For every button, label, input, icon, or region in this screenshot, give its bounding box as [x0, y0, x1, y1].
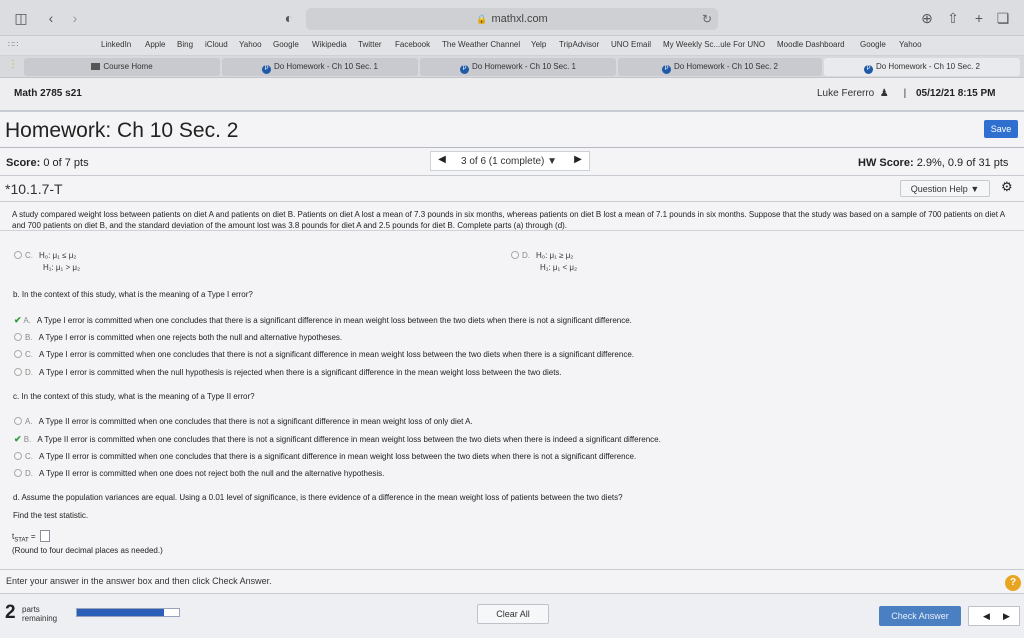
radio-button[interactable] [14, 333, 22, 341]
pearson-icon: P [460, 65, 469, 74]
course-title: Math 2785 s21 [14, 88, 82, 99]
radio-button[interactable] [14, 350, 22, 358]
question-pager [430, 151, 590, 171]
favorite-link[interactable]: iCloud [205, 40, 228, 49]
favorite-link[interactable]: Wikipedia [312, 40, 347, 49]
page [0, 78, 1024, 638]
help-icon[interactable]: ? [1005, 575, 1021, 591]
pearson-icon: P [864, 65, 873, 74]
new-tab-icon[interactable]: + [974, 10, 984, 26]
privacy-icon[interactable]: ◐ [284, 10, 294, 26]
part-c-option-a[interactable]: A. A Type II error is committed when one concludes that there is not a significant difference in mean weight loss of only diet A. [14, 417, 473, 426]
dropdown-icon: ▼ [547, 156, 558, 167]
download-icon[interactable]: ⊕ [921, 10, 933, 26]
tab-course-home[interactable]: Course Home [24, 58, 220, 76]
radio-button[interactable] [14, 251, 22, 259]
hypothesis-option-d[interactable]: D. H₀: μ₁ ≥ μ₂ H₁: μ₁ < μ₂ [511, 250, 577, 274]
favorite-link[interactable]: LinkedIn [101, 40, 132, 49]
question-id: *10.1.7-T [5, 181, 63, 197]
part-c-option-d[interactable]: D. A Type II error is committed when one does not reject both the null and the alternative hypothesis. [14, 469, 384, 478]
progress-bar [76, 608, 180, 617]
previous-question-icon[interactable]: ◀ [438, 154, 446, 165]
save-button[interactable]: Save [984, 120, 1018, 138]
parts-count: 2 [5, 602, 16, 623]
part-d-question: d. Assume the population variances are equal. Using a 0.01 level of significance, is there evidence of a difference in the mean weight loss of patients between the two diets? [13, 493, 623, 502]
favorite-link[interactable]: Yahoo [899, 40, 922, 49]
favorite-link[interactable]: Bing [177, 40, 194, 49]
more-icon[interactable]: ⋮ [8, 59, 18, 70]
gear-icon[interactable]: ⚙ [1001, 179, 1013, 194]
pearson-icon: P [662, 65, 671, 74]
lock-icon: 🔒 [476, 14, 488, 24]
question-select[interactable]: 3 of 6 (1 complete) ▼ [461, 156, 558, 167]
score: Score: 0 of 7 pts [6, 157, 89, 169]
part-b-option-d[interactable]: D. A Type I error is committed when the null hypothesis is rejected when there is a significant difference in the mean weight loss between the two diets. [14, 368, 562, 377]
radio-button[interactable] [511, 251, 519, 259]
favorite-link[interactable]: Google [273, 40, 299, 49]
tab-homework[interactable]: P Do Homework - Ch 10 Sec. 1 [222, 58, 418, 76]
next-question-icon[interactable]: ▶ [574, 154, 582, 165]
page-title: Homework: Ch 10 Sec. 2 [5, 119, 239, 142]
favorite-link[interactable]: Moodle Dashboard [777, 40, 845, 49]
favorite-link[interactable]: My Weekly Sc...ule For UNO [663, 40, 766, 49]
hw-score: HW Score: 2.9%, 0.9 of 31 pts [858, 157, 1009, 169]
favorite-link[interactable]: Yelp [531, 40, 547, 49]
part-d-instruction: Find the test statistic. [13, 511, 89, 520]
favorite-link[interactable]: UNO Email [611, 40, 652, 49]
part-b-option-b[interactable]: B. A Type I error is committed when one rejects both the null and alternative hypotheses. [14, 333, 342, 342]
part-c-option-b[interactable]: ✔ B. A Type II error is committed when one concludes that there is not a significant difference in mean weight loss between the two diets when there is indeed a significant difference. [14, 434, 661, 444]
question-id-row [0, 176, 1024, 202]
next-icon[interactable]: ▶ [1003, 611, 1010, 621]
part-b-question: b. In the context of this study, what is the meaning of a Type I error? [13, 290, 253, 299]
tstat-answer: $t_{STAT}$ = [12, 530, 50, 544]
parts-label: parts remaining [22, 605, 58, 623]
hypothesis-option-c[interactable]: C. H₀: μ₁ ≤ μ₂ H₁: μ₁ > μ₂ [14, 250, 80, 274]
favorites-bar [0, 36, 1024, 56]
pearson-icon: P [262, 65, 271, 74]
favorite-link[interactable]: Yahoo [239, 40, 262, 49]
tabs-overview-icon[interactable]: ❏ [996, 10, 1010, 26]
share-icon[interactable]: ⇧ [947, 10, 959, 26]
instruction-text: Enter your answer in the answer box and then click Check Answer. [6, 576, 272, 586]
score-row [0, 148, 1024, 176]
homework-header [0, 114, 1024, 148]
favorite-link[interactable]: Twitter [358, 40, 382, 49]
progress-fill [77, 609, 164, 616]
part-b-option-a[interactable]: ✔ A. A Type I error is committed when one concludes that there is a significant difference in mean weight loss between the two diets when there is not a significant difference. [14, 315, 632, 325]
course-bar [0, 78, 1024, 112]
course-home-icon [91, 63, 100, 70]
previous-icon[interactable]: ◀ [983, 611, 990, 621]
checkmark-icon: ✔ [14, 434, 22, 444]
grid-icon[interactable]: ∷∷ [8, 40, 19, 49]
tab-homework[interactable]: P Do Homework - Ch 10 Sec. 1 [420, 58, 616, 76]
question-nav [968, 606, 1020, 626]
favorite-link[interactable]: TripAdvisor [559, 40, 600, 49]
radio-button[interactable] [14, 417, 22, 425]
tab-bar [0, 56, 1024, 78]
divider [0, 569, 1024, 570]
favorite-link[interactable]: Apple [145, 40, 166, 49]
problem-statement: A study compared weight loss between patients on diet A and patients on diet B. Patients on diet A lost a mean of 7.3 pounds in six months, whereas patients on diet B lost a mean of 7.1 pounds in six months. Suppose that the study was based on a sample of 700 patients on diet A and 700 patients on diet B, and the standard deviation of the amount lost was 3.8 pounds for diet A and 2.5 pounds for diet B. Complete parts (a) through (d). [12, 210, 1005, 230]
url-text: mathxl.com [491, 13, 548, 25]
radio-button[interactable] [14, 452, 22, 460]
datetime: 05/12/21 8:15 PM [916, 88, 996, 99]
favorite-link[interactable]: The Weather Channel [442, 40, 521, 49]
clear-all-button[interactable]: Clear All [477, 604, 549, 624]
tab-homework[interactable]: P Do Homework - Ch 10 Sec. 2 [618, 58, 822, 76]
forward-icon[interactable]: › [72, 10, 78, 26]
checkmark-icon: ✔ [14, 315, 22, 325]
favorite-link[interactable]: Google [860, 40, 886, 49]
tab-homework-active[interactable]: P Do Homework - Ch 10 Sec. 2 [824, 58, 1020, 76]
favorite-link[interactable]: Facebook [395, 40, 431, 49]
browser-toolbar [0, 0, 1024, 36]
reload-icon[interactable]: ↻ [701, 12, 712, 26]
part-c-question: c. In the context of this study, what is the meaning of a Type II error? [13, 392, 255, 401]
address-bar[interactable] [306, 8, 718, 30]
rounding-note: (Round to four decimal places as needed.) [12, 546, 163, 555]
divider [0, 230, 1024, 231]
question-help-button[interactable]: Question Help ▼ [900, 180, 990, 197]
bottom-bar [0, 593, 1024, 638]
part-b-option-c[interactable]: C. A Type I error is committed when one concludes that there is not a significant difference in mean weight loss between the two diets when there is a significant difference. [14, 350, 634, 359]
tstat-input[interactable] [40, 530, 50, 542]
sidebar-icon[interactable]: ◫ [14, 10, 28, 26]
check-answer-button[interactable]: Check Answer [879, 606, 961, 626]
radio-button[interactable] [14, 368, 22, 376]
user-name[interactable]: Luke Fererro ♟ | [817, 88, 907, 99]
radio-button[interactable] [14, 469, 22, 477]
user-icon: ♟ [877, 88, 889, 99]
back-icon[interactable]: ‹ [48, 10, 54, 26]
dropdown-icon: ▼ [970, 184, 980, 194]
part-c-option-c[interactable]: C. A Type II error is committed when one concludes that there is a significant difference in mean weight loss between the two diets when there is not a significant difference. [14, 452, 636, 461]
